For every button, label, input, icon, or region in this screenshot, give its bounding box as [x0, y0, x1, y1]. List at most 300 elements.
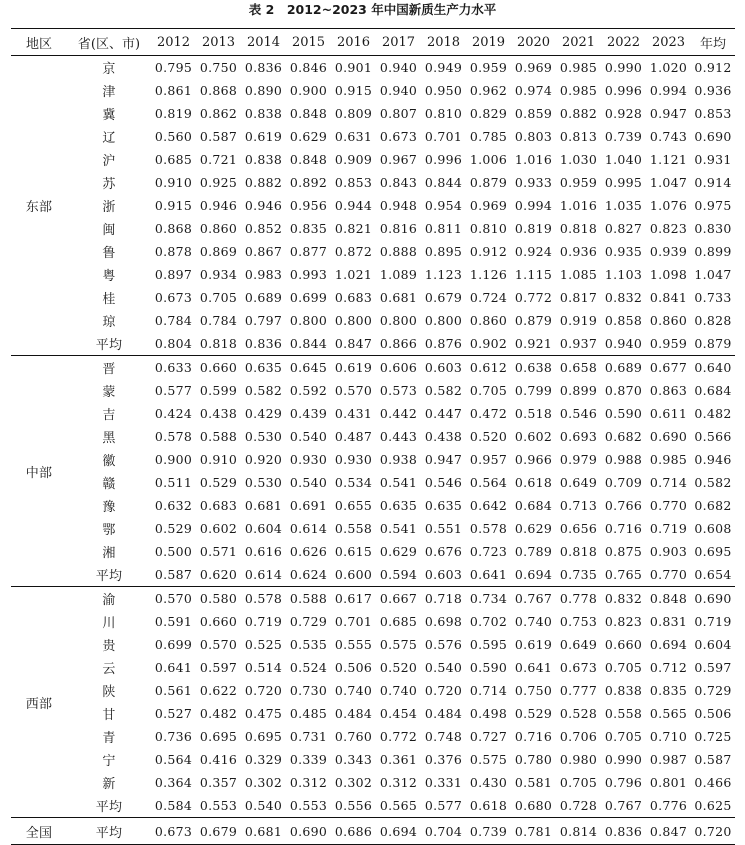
province-cell: 云: [102, 662, 116, 677]
value-cell: 0.974: [514, 83, 553, 98]
value-cell: 0.736: [154, 729, 193, 744]
value-cell: 0.430: [469, 775, 508, 790]
value-cell: 0.836: [244, 336, 283, 351]
value-cell: 0.443: [379, 429, 418, 444]
value-cell: 0.848: [646, 587, 691, 611]
value-cell: 0.807: [379, 106, 418, 121]
value-cell: 1.016: [559, 198, 598, 213]
column-header: 2012: [151, 29, 196, 56]
value-cell: 0.439: [289, 406, 328, 421]
value-cell: 0.713: [559, 498, 598, 513]
value-cell: 0.361: [379, 752, 418, 767]
value-cell: 0.518: [514, 406, 553, 421]
value-cell: 0.580: [196, 587, 241, 611]
value-cell: 0.676: [424, 544, 463, 559]
value-cell: 0.789: [514, 544, 553, 559]
value-cell: 0.946: [244, 198, 283, 213]
value-cell: 0.679: [424, 290, 463, 305]
value-cell: 0.357: [199, 775, 238, 790]
value-cell: 0.933: [514, 175, 553, 190]
value-cell: 0.895: [424, 244, 463, 259]
table-row: [11, 217, 735, 240]
value-cell: 0.835: [649, 683, 688, 698]
value-cell: 0.606: [376, 356, 421, 380]
column-header: 2013: [196, 29, 241, 56]
value-cell: 0.535: [289, 637, 328, 652]
value-cell: 0.654: [694, 567, 732, 582]
value-cell: 0.611: [649, 406, 688, 421]
province-cell: 桂: [102, 292, 116, 307]
value-cell: 0.581: [514, 775, 553, 790]
table-row: [11, 471, 735, 494]
province-cell: 苏: [102, 177, 116, 192]
value-cell: 0.635: [379, 498, 418, 513]
value-cell: 1.040: [604, 152, 643, 167]
value-cell: 0.673: [379, 129, 418, 144]
value-cell: 0.909: [334, 152, 373, 167]
value-cell: 0.590: [604, 406, 643, 421]
value-cell: 0.994: [649, 83, 688, 98]
value-cell: 0.835: [289, 221, 328, 236]
value-cell: 0.760: [334, 729, 373, 744]
column-header: 2016: [331, 29, 376, 56]
value-cell: 0.704: [421, 818, 466, 845]
value-cell: 0.506: [334, 660, 373, 675]
value-cell: 0.680: [514, 798, 553, 813]
value-cell: 0.529: [514, 706, 553, 721]
value-cell: 0.466: [694, 775, 732, 790]
value-cell: 0.921: [514, 336, 553, 351]
table-row: [11, 587, 735, 611]
province-cell: 鄂: [102, 523, 116, 538]
value-cell: 0.875: [604, 544, 643, 559]
table-row: [11, 656, 735, 679]
value-cell: 0.947: [424, 452, 463, 467]
value-cell: 0.619: [244, 129, 283, 144]
value-cell: 0.612: [466, 356, 511, 380]
province-cell: 宁: [102, 754, 116, 769]
value-cell: 0.924: [514, 244, 553, 259]
value-cell: 0.765: [604, 567, 643, 582]
value-cell: 0.870: [604, 383, 643, 398]
value-cell: 0.934: [199, 267, 238, 282]
value-cell: 0.694: [376, 818, 421, 845]
value-cell: 0.484: [424, 706, 463, 721]
value-cell: 0.899: [559, 383, 598, 398]
value-cell: 0.681: [241, 818, 286, 845]
value-cell: 1.020: [649, 60, 688, 75]
value-cell: 0.882: [559, 106, 598, 121]
province-cell: 辽: [102, 131, 116, 146]
value-cell: 0.925: [199, 175, 238, 190]
value-cell: 0.540: [289, 429, 328, 444]
value-cell: 0.962: [469, 83, 508, 98]
value-cell: 0.625: [694, 798, 732, 813]
value-cell: 0.683: [199, 498, 238, 513]
value-cell: 0.770: [649, 567, 688, 582]
value-cell: 0.597: [199, 660, 238, 675]
value-cell: 0.966: [514, 452, 553, 467]
value-cell: 0.838: [244, 152, 283, 167]
value-cell: 0.705: [199, 290, 238, 305]
column-header: 地区: [11, 29, 67, 56]
value-cell: 0.629: [379, 544, 418, 559]
value-cell: 0.658: [556, 356, 601, 380]
value-cell: 0.914: [694, 175, 732, 190]
value-cell: 0.939: [649, 244, 688, 259]
value-cell: 0.619: [514, 637, 553, 652]
value-cell: 1.035: [604, 198, 643, 213]
value-cell: 0.540: [244, 798, 283, 813]
value-cell: 0.615: [334, 544, 373, 559]
table-row: [11, 79, 735, 102]
table-row: [11, 240, 735, 263]
value-cell: 0.576: [424, 637, 463, 652]
value-cell: 0.540: [289, 475, 328, 490]
value-cell: 0.527: [154, 706, 193, 721]
province-cell: 平均: [95, 800, 123, 815]
value-cell: 0.608: [694, 521, 732, 536]
value-cell: 0.836: [244, 60, 283, 75]
value-cell: 0.718: [421, 587, 466, 611]
province-cell: 沪: [102, 154, 116, 169]
value-cell: 0.614: [289, 521, 328, 536]
value-cell: 0.560: [154, 129, 193, 144]
value-cell: 0.701: [424, 129, 463, 144]
value-cell: 1.126: [469, 267, 508, 282]
value-cell: 0.530: [244, 429, 283, 444]
value-cell: 0.750: [514, 683, 553, 698]
value-cell: 0.831: [649, 614, 688, 629]
value-cell: 0.781: [511, 818, 556, 845]
value-cell: 0.604: [694, 637, 732, 652]
value-cell: 0.683: [334, 290, 373, 305]
value-cell: 0.528: [559, 706, 598, 721]
value-cell: 0.603: [424, 567, 463, 582]
value-cell: 0.959: [559, 175, 598, 190]
value-cell: 0.677: [646, 356, 691, 380]
average-row: [11, 563, 735, 587]
value-cell: 0.948: [379, 198, 418, 213]
value-cell: 0.679: [196, 818, 241, 845]
productivity-table: [11, 28, 735, 845]
value-cell: 0.938: [379, 452, 418, 467]
value-cell: 0.980: [559, 752, 598, 767]
value-cell: 0.376: [424, 752, 463, 767]
value-cell: 0.920: [244, 452, 283, 467]
value-cell: 0.485: [289, 706, 328, 721]
table-row: [11, 356, 735, 380]
province-cell: 徽: [102, 454, 116, 469]
table-row: [11, 771, 735, 794]
value-cell: 0.823: [649, 221, 688, 236]
value-cell: 0.705: [604, 660, 643, 675]
column-header: 2015: [286, 29, 331, 56]
value-cell: 0.862: [199, 106, 238, 121]
value-cell: 0.729: [289, 614, 328, 629]
value-cell: 0.529: [199, 475, 238, 490]
value-cell: 0.817: [559, 290, 598, 305]
value-cell: 0.599: [199, 383, 238, 398]
value-cell: 1.030: [559, 152, 598, 167]
value-cell: 0.876: [424, 336, 463, 351]
value-cell: 0.823: [604, 614, 643, 629]
value-cell: 0.936: [694, 83, 732, 98]
value-cell: 0.860: [199, 221, 238, 236]
value-cell: 0.739: [466, 818, 511, 845]
value-cell: 0.720: [424, 683, 463, 698]
value-cell: 0.858: [604, 313, 643, 328]
value-cell: 0.912: [694, 60, 732, 75]
value-cell: 0.622: [199, 683, 238, 698]
average-row: [11, 818, 735, 845]
value-cell: 0.633: [151, 356, 196, 380]
table-row: [11, 725, 735, 748]
value-cell: 1.021: [334, 267, 373, 282]
value-cell: 0.602: [514, 429, 553, 444]
value-cell: 0.830: [694, 221, 732, 236]
value-cell: 0.577: [424, 798, 463, 813]
value-cell: 0.578: [469, 521, 508, 536]
value-cell: 0.928: [604, 106, 643, 121]
value-cell: 0.591: [154, 614, 193, 629]
value-cell: 0.546: [559, 406, 598, 421]
value-cell: 0.868: [199, 83, 238, 98]
value-cell: 0.766: [604, 498, 643, 513]
value-cell: 0.329: [244, 752, 283, 767]
value-cell: 0.541: [379, 475, 418, 490]
value-cell: 0.852: [244, 221, 283, 236]
column-header: 2021: [556, 29, 601, 56]
value-cell: 0.699: [154, 637, 193, 652]
value-cell: 0.730: [289, 683, 328, 698]
value-cell: 0.959: [469, 60, 508, 75]
value-cell: 0.897: [154, 267, 193, 282]
value-cell: 0.770: [649, 498, 688, 513]
value-cell: 0.529: [154, 521, 193, 536]
value-cell: 0.626: [289, 544, 328, 559]
value-cell: 0.302: [244, 775, 283, 790]
region-label: 全国: [11, 818, 67, 845]
header-row: [11, 29, 735, 56]
value-cell: 0.841: [649, 290, 688, 305]
table-row: [11, 194, 735, 217]
value-cell: 0.595: [469, 637, 508, 652]
value-cell: 0.694: [514, 567, 553, 582]
value-cell: 0.631: [334, 129, 373, 144]
value-cell: 0.892: [289, 175, 328, 190]
table-row: [11, 540, 735, 563]
value-cell: 0.994: [514, 198, 553, 213]
value-cell: 0.832: [601, 587, 646, 611]
value-cell: 0.541: [379, 521, 418, 536]
value-cell: 0.649: [559, 637, 598, 652]
value-cell: 0.803: [514, 129, 553, 144]
value-cell: 0.487: [334, 429, 373, 444]
value-cell: 0.525: [244, 637, 283, 652]
column-header: 2022: [601, 29, 646, 56]
value-cell: 0.472: [469, 406, 508, 421]
value-cell: 0.740: [334, 683, 373, 698]
value-cell: 0.956: [289, 198, 328, 213]
value-cell: 0.784: [199, 313, 238, 328]
value-cell: 0.728: [559, 798, 598, 813]
value-cell: 0.602: [199, 521, 238, 536]
value-cell: 0.482: [694, 406, 732, 421]
value-cell: 0.447: [424, 406, 463, 421]
value-cell: 0.957: [469, 452, 508, 467]
value-cell: 0.879: [694, 336, 732, 351]
value-cell: 0.698: [424, 614, 463, 629]
table-row: [11, 610, 735, 633]
value-cell: 0.685: [154, 152, 193, 167]
value-cell: 0.780: [514, 752, 553, 767]
value-cell: 0.993: [289, 267, 328, 282]
value-cell: 0.740: [514, 614, 553, 629]
table-row: [11, 702, 735, 725]
value-cell: 0.695: [694, 544, 732, 559]
value-cell: 0.930: [289, 452, 328, 467]
column-header: 年均: [691, 29, 735, 56]
value-cell: 0.936: [559, 244, 598, 259]
value-cell: 0.632: [154, 498, 193, 513]
value-cell: 0.592: [289, 383, 328, 398]
value-cell: 0.424: [154, 406, 193, 421]
value-cell: 0.578: [154, 429, 193, 444]
value-cell: 0.969: [469, 198, 508, 213]
value-cell: 0.919: [559, 313, 598, 328]
value-cell: 0.642: [469, 498, 508, 513]
value-cell: 0.816: [379, 221, 418, 236]
value-cell: 0.734: [466, 587, 511, 611]
value-cell: 0.546: [424, 475, 463, 490]
value-cell: 0.582: [694, 475, 732, 490]
table-row: [11, 748, 735, 771]
value-cell: 0.514: [244, 660, 283, 675]
value-cell: 0.667: [376, 587, 421, 611]
value-cell: 0.990: [604, 752, 643, 767]
value-cell: 0.903: [649, 544, 688, 559]
value-cell: 0.475: [244, 706, 283, 721]
value-cell: 0.809: [334, 106, 373, 121]
table-row: [11, 286, 735, 309]
value-cell: 0.604: [244, 521, 283, 536]
province-cell: 津: [102, 85, 116, 100]
value-cell: 0.695: [199, 729, 238, 744]
province-cell: 浙: [102, 200, 116, 215]
value-cell: 0.693: [559, 429, 598, 444]
value-cell: 0.618: [514, 475, 553, 490]
value-cell: 0.950: [424, 83, 463, 98]
value-cell: 0.767: [604, 798, 643, 813]
value-cell: 0.558: [334, 521, 373, 536]
value-cell: 0.673: [151, 818, 196, 845]
province-cell: 琼: [102, 315, 116, 330]
value-cell: 0.482: [199, 706, 238, 721]
table-row: [11, 263, 735, 286]
value-cell: 0.729: [694, 683, 732, 698]
value-cell: 0.701: [334, 614, 373, 629]
value-cell: 0.844: [289, 336, 328, 351]
table-row: [11, 148, 735, 171]
value-cell: 0.800: [379, 313, 418, 328]
value-cell: 0.878: [154, 244, 193, 259]
value-cell: 0.312: [379, 775, 418, 790]
value-cell: 0.635: [424, 498, 463, 513]
table-row: [11, 309, 735, 332]
value-cell: 0.438: [424, 429, 463, 444]
value-cell: 0.987: [649, 752, 688, 767]
value-cell: 0.988: [604, 452, 643, 467]
value-cell: 0.619: [331, 356, 376, 380]
value-cell: 1.098: [649, 267, 688, 282]
value-cell: 0.819: [154, 106, 193, 121]
value-cell: 1.016: [514, 152, 553, 167]
value-cell: 0.799: [514, 383, 553, 398]
value-cell: 0.848: [289, 152, 328, 167]
value-cell: 0.902: [469, 336, 508, 351]
region-label: 西部: [11, 587, 67, 818]
value-cell: 0.983: [244, 267, 283, 282]
province-cell: 赣: [102, 477, 116, 492]
value-cell: 0.800: [424, 313, 463, 328]
table-row: [11, 633, 735, 656]
value-cell: 0.900: [154, 452, 193, 467]
column-header: 2020: [511, 29, 556, 56]
value-cell: 0.877: [289, 244, 328, 259]
value-cell: 0.714: [469, 683, 508, 698]
value-cell: 0.540: [424, 660, 463, 675]
value-cell: 0.813: [559, 129, 598, 144]
province-cell: 闽: [102, 223, 116, 238]
value-cell: 0.785: [469, 129, 508, 144]
value-cell: 0.570: [151, 587, 196, 611]
province-cell: 黑: [102, 431, 116, 446]
value-cell: 0.690: [691, 587, 735, 611]
value-cell: 0.797: [244, 313, 283, 328]
value-cell: 1.047: [694, 267, 732, 282]
province-cell: 晋: [67, 356, 151, 380]
value-cell: 0.575: [469, 752, 508, 767]
value-cell: 0.910: [199, 452, 238, 467]
value-cell: 0.937: [559, 336, 598, 351]
value-cell: 0.996: [424, 152, 463, 167]
value-cell: 0.731: [289, 729, 328, 744]
value-cell: 0.828: [694, 313, 732, 328]
value-cell: 0.689: [601, 356, 646, 380]
value-cell: 0.614: [244, 567, 283, 582]
province-cell: 平均: [95, 569, 123, 584]
value-cell: 0.691: [289, 498, 328, 513]
value-cell: 0.635: [241, 356, 286, 380]
value-cell: 0.912: [469, 244, 508, 259]
value-cell: 0.500: [154, 544, 193, 559]
value-cell: 0.995: [604, 175, 643, 190]
value-cell: 0.827: [604, 221, 643, 236]
table-row: [11, 494, 735, 517]
value-cell: 0.716: [604, 521, 643, 536]
value-cell: 0.714: [649, 475, 688, 490]
value-cell: 0.748: [424, 729, 463, 744]
table-row: [11, 425, 735, 448]
value-cell: 0.584: [154, 798, 193, 813]
value-cell: 0.331: [424, 775, 463, 790]
value-cell: 0.686: [331, 818, 376, 845]
value-cell: 0.949: [424, 60, 463, 75]
value-cell: 0.810: [469, 221, 508, 236]
value-cell: 0.946: [199, 198, 238, 213]
value-cell: 0.818: [559, 544, 598, 559]
